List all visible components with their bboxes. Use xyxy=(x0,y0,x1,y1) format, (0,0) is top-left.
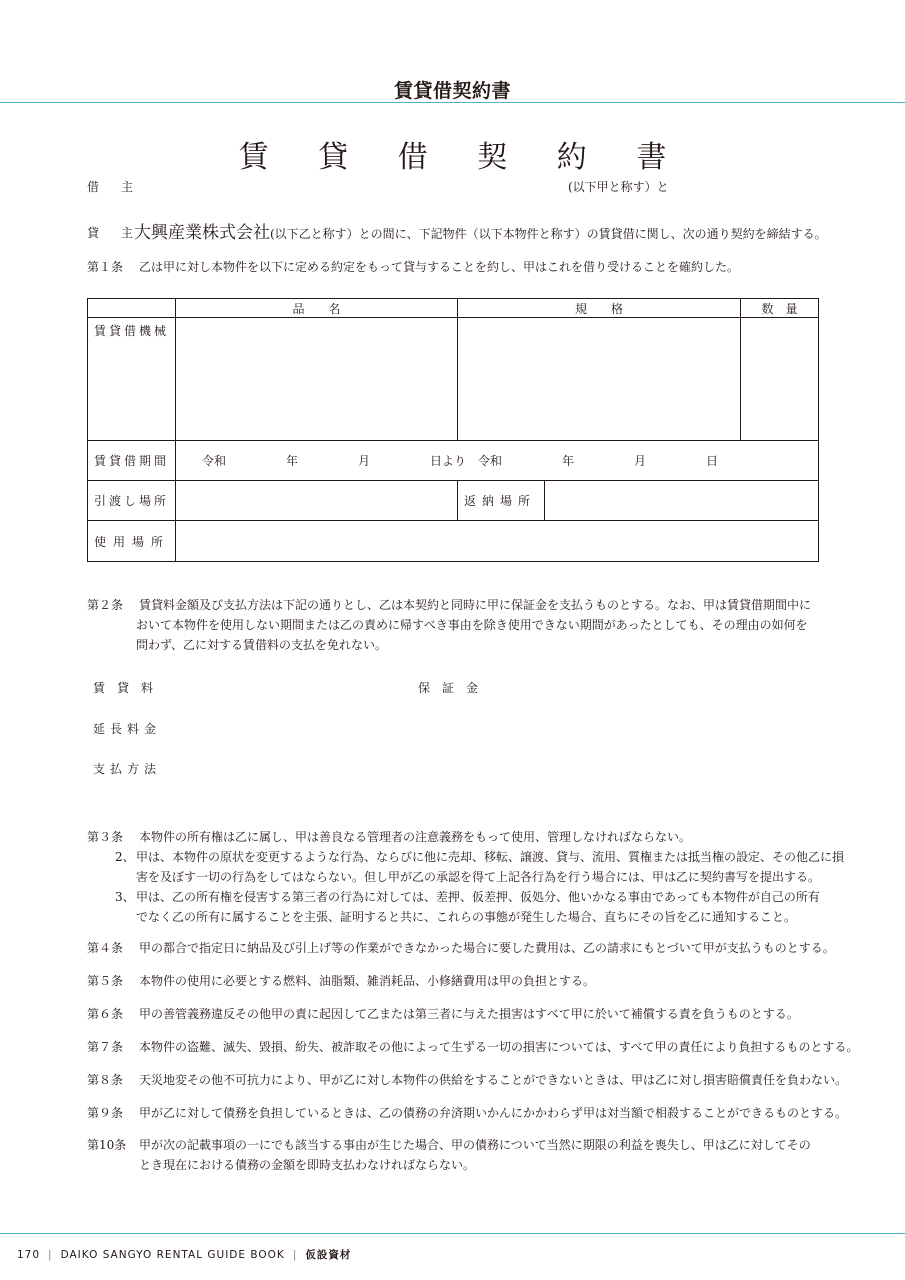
sub-clause-number: 3、 xyxy=(115,890,135,904)
book-title: DAIKO SANGYO RENTAL GUIDE BOOK xyxy=(60,1249,285,1261)
article-number: 第８条 xyxy=(87,1073,124,1087)
article-text: 甲の都合で指定日に納品及び引上げ等の作業ができなかった場合に要した費用は、乙の請求にもとづいて甲が支払うものとする。 xyxy=(139,941,835,955)
lessor-label: 貸 主 xyxy=(87,226,139,240)
article-number: 第４条 xyxy=(87,941,124,955)
row-label-period: 賃貸借期間 xyxy=(88,441,176,481)
article-7 xyxy=(87,1037,859,1057)
period-value: 令和 年 月 日より 令和 年 月 日 xyxy=(176,441,819,481)
header-item-name: 品 名 xyxy=(176,299,458,318)
article-text: 本物件の使用に必要とする燃料、油脂類、雑消耗品、小修繕費用は甲の負担とする。 xyxy=(139,974,596,988)
equipment-table xyxy=(87,298,819,562)
article-number: 第３条 xyxy=(87,830,124,844)
fee-payment-label: 支払方法 xyxy=(93,762,162,776)
lessee-label: 借 主 xyxy=(87,180,139,194)
article-text-line: 甲は、本物件の原状を変更するような行為、ならびに他に売却、移転、譲渡、貸与、流用、質権または抵当権の設定、その他乙に損 xyxy=(136,850,845,864)
article-text-line: 本物件の所有権は乙に属し、甲は善良なる管理者の注意義務をもって使用、管理しなければならない。 xyxy=(139,830,692,844)
article-8 xyxy=(87,1070,847,1090)
article-text-line: 問わず、乙に対する賃借料の支払を免れない。 xyxy=(136,638,388,652)
article-number: 第６条 xyxy=(87,1007,124,1021)
section-name: 仮設資材 xyxy=(305,1249,352,1261)
footer-separator: | xyxy=(48,1249,53,1261)
article-text-line: とき現在における債務の金額を即時支払わなければならない。 xyxy=(139,1158,476,1172)
machine-spec-cell xyxy=(458,318,741,441)
article-text-line: 甲が次の記載事項の一にでも該当する事由が生じた場合、甲の債務について当然に期限の利益を喪失し、甲は乙に対してその xyxy=(139,1138,811,1152)
table-row-machine xyxy=(88,318,819,441)
machine-name-cell xyxy=(176,318,458,441)
page-footer xyxy=(17,1247,351,1262)
table-corner-cell xyxy=(88,299,176,318)
article-number: 第７条 xyxy=(87,1040,124,1054)
article-text-line: 甲は、乙の所有権を侵害する第三者の行為に対しては、差押、仮差押、仮処分、他いかなる事由であっても本物件が自己の所有 xyxy=(136,890,820,904)
article-text: 甲の善管義務違反その他甲の責に起因して乙または第三者に与えた損害はすべて甲に於いて補償する責を負うものとする。 xyxy=(139,1007,799,1021)
article-10 xyxy=(87,1135,811,1175)
article-text: 甲が乙に対して債務を負担しているときは、乙の債務の弁済期いかんにかかわらず甲は対当額で相殺することができるものとする。 xyxy=(139,1106,848,1120)
lessee-suffix: (以下甲と称す）と xyxy=(568,180,669,194)
article-5 xyxy=(87,971,595,991)
article-6 xyxy=(87,1004,799,1024)
article-4 xyxy=(87,938,835,958)
article-number: 第９条 xyxy=(87,1106,124,1120)
table-row-delivery xyxy=(88,481,819,521)
header-divider xyxy=(0,102,905,103)
header-quantity: 数 量 xyxy=(741,299,819,318)
document-title: 賃 貸 借 契 約 書 xyxy=(238,140,687,175)
fee-deposit-label: 保 証 金 xyxy=(418,681,479,695)
lessor-text: (以下乙と称す）との間に、下記物件（以下本物件と称す）の賃貸借に関し、次の通り契約を締結する。 xyxy=(270,227,827,241)
article-number: 第１条 xyxy=(87,260,124,274)
article-text: 乙は甲に対し本物件を以下に定める約定をもって貸与することを約し、甲はこれを借り受けることを確約した。 xyxy=(139,260,740,274)
article-text-line: でなく乙の所有に属することを主張、証明すると共に、これらの事態が発生した場合、直ちにその旨を乙に通知すること。 xyxy=(136,910,797,924)
table-row-period xyxy=(88,441,819,481)
article-9 xyxy=(87,1103,847,1123)
sub-clause-number: 2、 xyxy=(115,850,135,864)
article-text-line: おいて本物件を使用しない期間または乙の責めに帰すべき事由を除き使用できない期間があったとしても、その理由の如何を xyxy=(136,618,808,632)
lessor-line xyxy=(134,218,827,243)
article-3 xyxy=(87,827,844,927)
article-1 xyxy=(87,257,739,277)
lessor-name: 大興産業株式会社 xyxy=(134,223,270,243)
row-label-return: 返納場所 xyxy=(458,481,545,521)
article-text-line: 賃貸料金額及び支払方法は下記の通りとし、乙は本契約と同時に甲に保証金を支払うものとする。なお、甲は賃貸借期間中に xyxy=(139,598,812,612)
fee-extension-label: 延長料金 xyxy=(93,722,162,736)
fee-rent-label: 賃 貸 料 xyxy=(93,681,154,695)
article-number: 第10条 xyxy=(87,1138,127,1152)
footer-divider xyxy=(0,1233,905,1234)
article-2 xyxy=(87,595,811,655)
page-number: 170 xyxy=(17,1249,41,1261)
header-spec: 規 格 xyxy=(458,299,741,318)
row-label-use: 使用場所 xyxy=(88,521,176,562)
table-row-use xyxy=(88,521,819,562)
table-header-row xyxy=(88,299,819,318)
footer-separator: | xyxy=(292,1249,298,1261)
article-text-line: 害を及ぼす一切の行為をしてはならない。但し甲が乙の承認を得て上記各行為を行う場合には、甲は乙に契約書写を提出する。 xyxy=(136,870,821,884)
use-value-cell xyxy=(176,521,819,562)
article-text: 本物件の盗難、滅失、毀損、紛失、被詐取その他によって生ずる一切の損害については、すべて甲の責任により負担するものとする。 xyxy=(139,1040,859,1054)
return-value-cell xyxy=(545,481,819,521)
machine-qty-cell xyxy=(741,318,819,441)
page-header-title: 賃貸借契約書 xyxy=(393,80,511,102)
article-number: 第５条 xyxy=(87,974,124,988)
delivery-value-cell xyxy=(176,481,458,521)
article-number: 第２条 xyxy=(87,598,124,612)
article-text: 天災地変その他不可抗力により、甲が乙に対し本物件の供給をすることができないときは、甲は乙に対し損害賠償責任を負わない。 xyxy=(139,1073,848,1087)
row-label-delivery: 引渡し場所 xyxy=(88,481,176,521)
row-label-machine: 賃貸借機械 xyxy=(88,318,176,441)
